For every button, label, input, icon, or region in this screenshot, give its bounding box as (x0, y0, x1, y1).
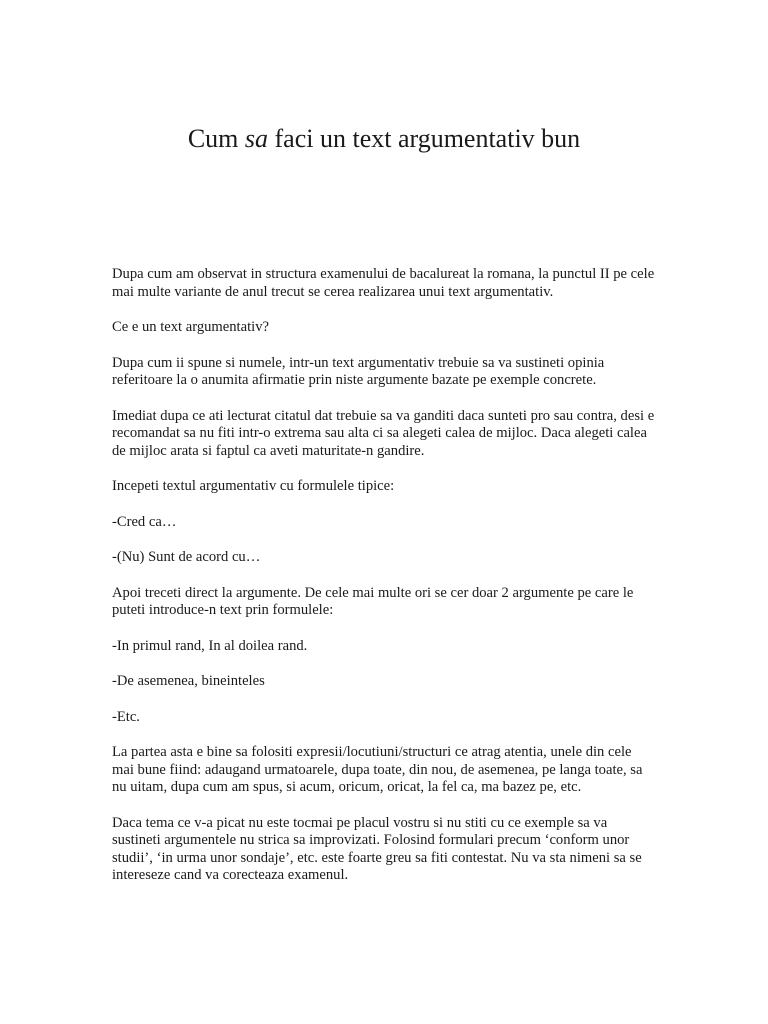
paragraph-improvise: Daca tema ce v-a picat nu este tocmai pe placul vostru si nu stiti cu ce exemple sa va sustineti argumentele nu strica sa improvizati. Folosind formulari precum ‘conform unor studii’, ‘in urma unor sondaje’, etc. este foarte greu sa fiti contestat. Nu va sta nimeni sa se intereseze cand va corecteaza examenul. (112, 814, 642, 883)
paragraph-arguments: Apoi treceti direct la argumente. De cele mai multe ori se cer doar 2 argumente pe care le puteti introduce-n text prin formulele: (112, 584, 634, 618)
list-item-formula: -Etc. (112, 708, 140, 725)
document-title (0, 122, 768, 156)
title-text-end: faci un text argumentativ bun (268, 124, 581, 153)
paragraph-expressions: La partea asta e bine sa folositi expresii/locutiuni/structuri ce atrag atentia, unele din cele mai bune fiind: adaugand urmatoarele, dupa toate, din nou, de asemenea, pe langa toate, sa nu uitam, dupa cum am spus, si acum, oricum, oricat, la fel ca, ma bazez pe, etc. (112, 744, 643, 795)
list-item-formula: -Cred ca… (112, 513, 177, 530)
list-item-formula: -De asemenea, bineinteles (112, 673, 265, 689)
paragraph-question: Ce e un text argumentativ? (112, 319, 269, 335)
title-text-start: Cum (187, 124, 245, 153)
list-item-formula: -In primul rand, In al doilea rand. (112, 637, 308, 654)
title-emphasis: sa (244, 124, 269, 153)
list-item-formula: -(Nu) Sunt de acord cu… (112, 549, 261, 565)
paragraph-opening-formulas: Incepeti textul argumentativ cu formulele tipice: (112, 478, 395, 494)
paragraph-approach: Imediat dupa ce ati lecturat citatul dat trebuie sa va ganditi daca sunteti pro sau contra, desi e recomandat sa nu fiti intr-o extrema sau alta ci sa alegeti calea de mijloc. Daca alegeti calea de mijloc arata si faptul ca aveti maturitate-n gandire. (112, 407, 655, 459)
paragraph-intro: Dupa cum am observat in structura examenului de bacalureat la romana, la punctul II pe cele mai multe variante de anul trecut se cerea realizarea unui text argumentativ. (112, 266, 655, 300)
document-body (112, 266, 657, 903)
paragraph-definition: Dupa cum ii spune si numele, intr-un text argumentativ trebuie sa va sustineti opinia referitoare la o anumita afirmatie prin niste argumente bazate pe exemple concrete. (112, 354, 605, 388)
